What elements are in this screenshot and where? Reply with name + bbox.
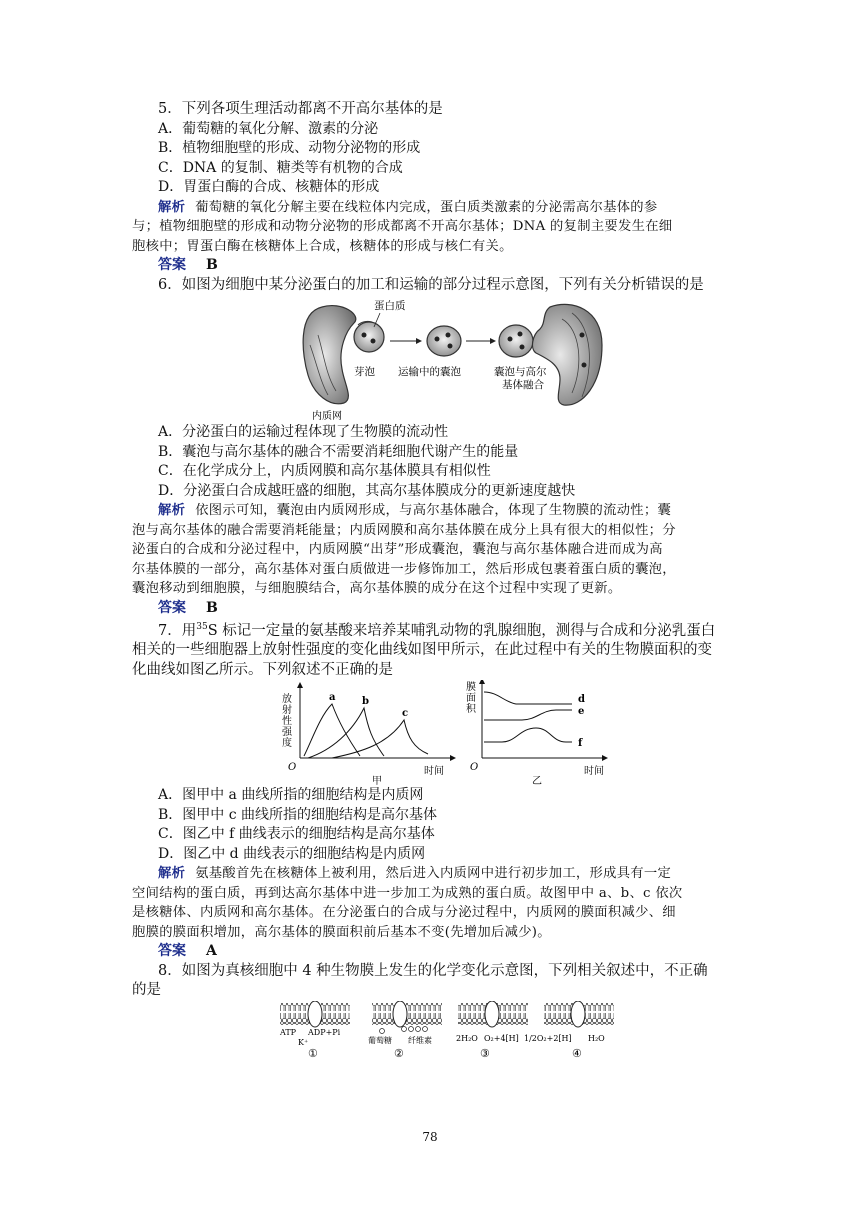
q6-explanation-line: 泡与高尔基体的融合需要消耗能量；内质网膜和高尔基体膜在成分上具有很大的相似性；分 — [132, 522, 676, 538]
svg-text:纤维素: 纤维素 — [408, 1035, 432, 1045]
q7-option-b: B．图甲中 c 曲线所指的细胞结构是高尔基体 — [158, 806, 438, 823]
curve-b — [308, 708, 384, 758]
q5-option-c: C．DNA 的复制、糖类等有机物的合成 — [158, 159, 403, 176]
membrane-3 — [456, 1001, 528, 1060]
q5-explanation-line: 解析 葡萄糖的氧化分解主要在线粒体内完成，蛋白质类激素的分泌需高尔基体的参 — [158, 199, 658, 215]
label-er: 内质网 — [312, 411, 342, 422]
jia-caption: 甲 — [372, 776, 382, 787]
q8-figure — [132, 1001, 744, 1061]
label-b: b — [362, 696, 369, 708]
q6-explanation-line: 解析 依图示可知，囊泡由内质网形成，与高尔基体融合，体现了生物膜的流动性；囊 — [158, 503, 672, 518]
q7-explanation-line: 胞膜的膜面积增加，高尔基体的膜面积前后基本不变(先增加后减少)。 — [132, 924, 551, 940]
q6-explanation-line: 尔基体膜的一部分，高尔基体对蛋白质做进一步修饰加工，然后形成包裹着蛋白质的囊泡， — [132, 561, 676, 577]
q6-answer: 答案 B — [158, 599, 218, 616]
label-f: f — [578, 738, 583, 750]
yi-caption: 乙 — [532, 776, 542, 787]
curve-e — [484, 710, 572, 720]
jia-ylabel-2: 性 — [282, 716, 292, 728]
q5-answer: 答案 B — [158, 257, 218, 273]
label-fusion-1: 囊泡与高尔 — [494, 366, 547, 378]
svg-text:②: ② — [394, 1046, 404, 1060]
q6-stem: 6．如图为细胞中某分泌蛋白的加工和运输的部分过程示意图，下列有关分析错误的是 — [158, 276, 704, 293]
q5-option-a: A．葡萄糖的氧化分解、激素的分泌 — [158, 120, 379, 137]
curve-f — [484, 728, 572, 742]
svg-text:ADP+Pi: ADP+Pi — [308, 1027, 341, 1037]
endoplasmic-reticulum-shape — [303, 306, 356, 404]
svg-text:④: ④ — [572, 1046, 582, 1060]
label-fusion-2: 基体融合 — [502, 379, 544, 391]
q5-stem: 5．下列各项生理活动都离不开高尔基体的是 — [158, 101, 443, 117]
q7-stem-line: 相关的一些细胞器上放射性强度的变化曲线如图甲所示，在此过程中有关的生物膜面积的变 — [132, 642, 712, 659]
q6-figure — [132, 295, 744, 423]
chart-yi — [466, 680, 608, 786]
membrane-4 — [524, 1001, 614, 1060]
q6-explanation-line: 囊泡移动到细胞膜，与细胞膜结合，高尔基体膜的成分在这个过程中实现了更新。 — [132, 581, 622, 596]
jia-ylabel-1: 射 — [282, 705, 292, 717]
svg-text:H₂O: H₂O — [588, 1033, 605, 1043]
q6-explanation-line: 泌蛋白的合成和分泌过程中，内质网膜“出芽”形成囊泡，囊泡与高尔基体融合进而成为高 — [132, 542, 663, 557]
jia-ylabel-0: 放 — [282, 694, 292, 706]
q6-option-c: C．在化学成分上，内质网膜和高尔基体膜具有相似性 — [158, 463, 491, 479]
curve-d — [484, 692, 572, 704]
svg-text:①: ① — [308, 1046, 318, 1060]
curve-a — [304, 704, 360, 756]
membrane-reactions-diagram — [132, 1001, 744, 1061]
q5-explanation-line: 与；植物细胞壁的形成和动物分泌物的形成都离不开高尔基体；DNA 的复制主要发生在细 — [132, 219, 673, 234]
q8-stem-line: 的是 — [132, 982, 161, 999]
q7-option-c: C．图乙中 f 曲线表示的细胞结构是高尔基体 — [158, 826, 435, 843]
label-bud: 芽泡 — [354, 366, 375, 378]
q6-option-b: B．囊泡与高尔基体的融合不需要消耗细胞代谢产生的能量 — [158, 443, 519, 460]
q7-explanation-line: 空间结构的蛋白质，再到达高尔基体中进一步加工为成熟的蛋白质。故图甲中 a、b、c 依次 — [132, 885, 683, 901]
label-d: d — [578, 694, 585, 706]
label-transport: 运输中的囊泡 — [398, 366, 461, 378]
yi-ylabel-1: 面 — [466, 693, 476, 705]
transport-vesicle — [427, 326, 461, 356]
q7-stem-line: 化曲线如图乙所示。下列叙述不正确的是 — [132, 661, 393, 678]
q7-figures — [132, 680, 744, 786]
q7-option-a: A．图甲中 a 曲线所指的细胞结构是内质网 — [158, 787, 424, 804]
svg-text:ATP: ATP — [280, 1027, 297, 1037]
q6-option-d: D．分泌蛋白合成越旺盛的细胞，其高尔基体膜成分的更新速度越快 — [158, 482, 576, 499]
svg-text:O₂+4[H]: O₂+4[H] — [484, 1033, 519, 1043]
svg-text:K⁺: K⁺ — [298, 1037, 309, 1047]
q7-stem: 7．用$^{35}$S 标记一定量的氨基酸来培养某哺乳动物的乳腺细胞，测得与合成和分泌乳蛋白 — [158, 622, 716, 639]
explanation-label: 解析 — [158, 199, 186, 215]
curve-c — [332, 720, 428, 758]
q7-explanation-line: 是核糖体、内质网和高尔基体。在分泌蛋白的合成与分泌过程中，内质网的膜面积减少、细 — [132, 905, 676, 921]
jia-origin: O — [288, 762, 297, 774]
q5-option-d: D．胃蛋白酶的合成、核糖体的形成 — [158, 179, 380, 195]
svg-text:1/2O₂+2[H]: 1/2O₂+2[H] — [524, 1033, 572, 1043]
yi-origin: O — [470, 762, 479, 774]
yi-ylabel-2: 积 — [466, 704, 476, 716]
q5-explanation-line: 胞核中；胃蛋白酶在核糖体上合成，核糖体的形成与核仁有关。 — [132, 238, 513, 254]
yi-ylabel-0: 膜 — [466, 682, 476, 694]
label-e: e — [578, 706, 585, 718]
q6-option-a: A．分泌蛋白的运输过程体现了生物膜的流动性 — [158, 424, 449, 440]
q7-answer: 答案 A — [158, 943, 217, 960]
label-c: c — [402, 708, 409, 720]
page-number: 78 — [422, 1130, 438, 1144]
yi-xlabel: 时间 — [584, 766, 604, 778]
chart-jia — [282, 682, 456, 786]
label-a: a — [329, 692, 336, 704]
secretion-process-diagram — [132, 295, 744, 423]
svg-text:2H₂O: 2H₂O — [456, 1033, 478, 1043]
q8-stem: 8．如图为真核细胞中 4 种生物膜上发生的化学变化示意图，下列相关叙述中，不正确 — [158, 962, 708, 979]
svg-text:③: ③ — [480, 1046, 490, 1060]
label-protein: 蛋白质 — [374, 300, 406, 312]
q5-option-b: B．植物细胞壁的形成、动物分泌物的形成 — [158, 140, 421, 156]
fusing-vesicle — [499, 325, 533, 357]
membrane-1 — [279, 1001, 350, 1060]
jia-xlabel: 时间 — [424, 766, 444, 778]
membrane-2 — [368, 1001, 442, 1060]
q7-explanation-line: 解析 氨基酸首先在核糖体上被利用，然后进入内质网中进行初步加工，形成具有一定 — [158, 866, 672, 882]
bud-vesicle — [354, 322, 384, 352]
q7-option-d: D．图乙中 d 曲线表示的细胞结构是内质网 — [158, 845, 426, 862]
radioactivity-and-membrane-charts — [132, 680, 744, 786]
page-content — [132, 100, 744, 1061]
jia-ylabel-3: 强 — [282, 727, 292, 739]
jia-ylabel-4: 度 — [282, 738, 292, 750]
svg-text:葡萄糖: 葡萄糖 — [368, 1035, 392, 1045]
